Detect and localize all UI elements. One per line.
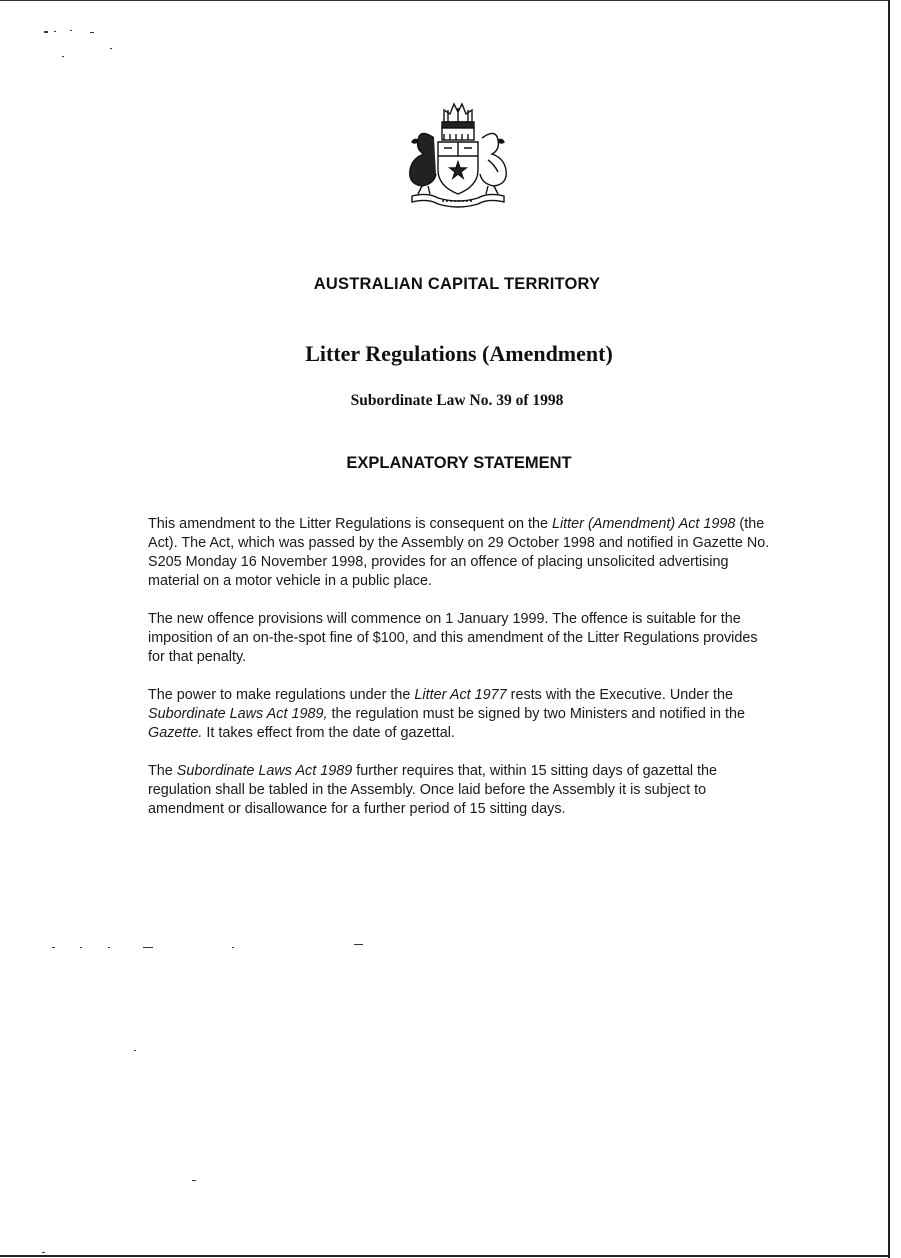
act-title-litter: Litter Act 1977	[414, 687, 507, 703]
scan-speck	[143, 947, 153, 948]
law-number: Subordinate Law No. 39 of 1998	[350, 392, 564, 409]
scan-edge-bottom	[0, 1255, 890, 1257]
act-title-litter-amendment: Litter (Amendment) Act 1998	[551, 516, 736, 532]
paragraph-2-text: The new offence provisions will commence on 1 January 1999. The offence is suitable for the imposition of an on-the-spot fine of $100, and this amendment of the Litter Regulations provides for that penalty.	[148, 611, 758, 665]
gazette-title: Gazette.	[148, 725, 203, 741]
scan-speck	[90, 32, 94, 33]
paragraph-3	[148, 686, 778, 743]
scan-edge-right	[888, 0, 890, 1258]
document-title: Litter Regulations (Amendment)	[305, 341, 613, 366]
paragraph-4	[148, 762, 778, 819]
paragraph-3-text: rests with the Executive. Under the	[506, 687, 734, 703]
paragraph-2	[148, 610, 778, 667]
paragraph-3-text: the regulation must be signed by two Ministers and notified in the	[327, 706, 746, 722]
paragraph-3-text: The power to make regulations under the	[148, 687, 415, 703]
scan-speck	[232, 947, 234, 948]
paragraph-4-text: further requires that, within 15 sitting days of gazettal the regulation shall be tabled in the Assembly. Once laid before the Assembly it is subject to amendment or disallowance for a further period of 15 sitting days.	[148, 763, 718, 817]
scan-speck	[42, 1252, 45, 1253]
act-title-subordinate-laws: Subordinate Laws Act 1989	[176, 763, 353, 779]
scan-speck	[354, 944, 363, 945]
scan-edge-top	[0, 0, 890, 1]
jurisdiction-heading: AUSTRALIAN CAPITAL TERRITORY	[313, 275, 601, 293]
scan-speck	[54, 31, 56, 32]
scan-speck	[44, 31, 48, 33]
scan-speck	[108, 947, 110, 948]
scan-speck	[192, 1180, 196, 1181]
paragraph-1	[148, 515, 778, 591]
act-title-subordinate-laws: Subordinate Laws Act 1989,	[148, 706, 328, 722]
paragraph-1-text: This amendment to the Litter Regulations is consequent on the	[148, 516, 552, 532]
scan-speck	[134, 1050, 136, 1051]
scan-speck	[70, 30, 72, 31]
paragraph-1-text: (the Act). The Act, which was passed by the Assembly on 29 October 1998 and notified in Gazette No. S205 Monday 16 November 1998, provides for an offence of placing unsolicited advertising material on a motor vehicle in a public place.	[148, 516, 770, 589]
statement-heading: EXPLANATORY STATEMENT	[346, 454, 572, 472]
paragraph-3-text: It takes effect from the date of gazettal.	[202, 725, 455, 741]
paragraph-4-text: The	[148, 763, 177, 779]
coat-of-arms-icon	[398, 98, 518, 210]
scan-speck	[80, 947, 82, 948]
scan-speck	[110, 48, 112, 49]
scan-speck	[52, 947, 55, 948]
scan-speck	[62, 56, 64, 57]
statement-body	[148, 515, 778, 838]
